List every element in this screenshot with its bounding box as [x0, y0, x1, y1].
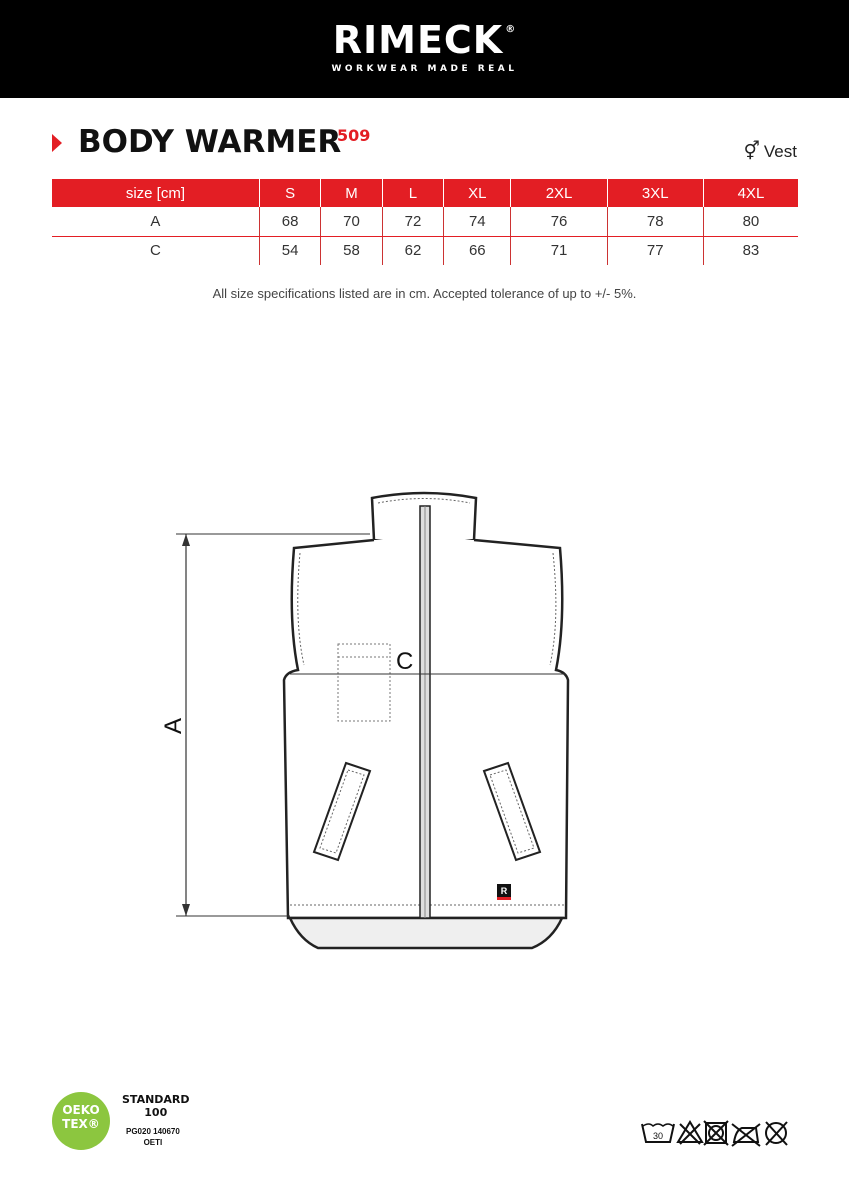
logo-patch-letter: R: [500, 886, 508, 896]
no-iron-icon: [732, 1124, 760, 1146]
oeko-certificate-code: PG020 140670 OETI: [126, 1127, 180, 1147]
no-dry-clean-icon: [766, 1122, 787, 1145]
table-cell: 66: [444, 236, 511, 265]
size-header-cell: M: [321, 179, 382, 207]
brand-logo: RIMECK ®: [332, 18, 517, 62]
table-cell: 70: [321, 207, 382, 236]
table-cell: 72: [382, 207, 443, 236]
table-cell: 83: [703, 236, 798, 265]
size-header-cell: 4XL: [703, 179, 798, 207]
table-cell: 62: [382, 236, 443, 265]
size-header-cell: 3XL: [607, 179, 703, 207]
brand-tagline: WORKWEAR MADE REAL: [331, 64, 518, 74]
table-cell: A: [52, 207, 259, 236]
product-type: ⚥ Vest: [743, 141, 797, 161]
no-bleach-icon: [678, 1122, 702, 1144]
no-tumble-dry-icon: [704, 1121, 728, 1145]
product-code: 509: [337, 126, 371, 145]
measure-c-label: C: [396, 648, 414, 675]
table-cell: 74: [444, 207, 511, 236]
unisex-icon: ⚥: [743, 141, 760, 161]
table-cell: 77: [607, 236, 703, 265]
care-symbols: [640, 1118, 800, 1150]
tolerance-note: All size specifications listed are in cm. Accepted tolerance of up to +/- 5%.: [212, 286, 637, 301]
vest-hem: [290, 918, 562, 948]
product-name: BODY WARMER: [78, 124, 342, 160]
table-cell: 76: [511, 207, 607, 236]
table-cell: 68: [259, 207, 320, 236]
size-header-cell: size [cm]: [52, 179, 259, 207]
table-cell: 54: [259, 236, 320, 265]
size-header-cell: XL: [444, 179, 511, 207]
size-header-cell: L: [382, 179, 443, 207]
oeko-tex-logo: OEKO TEX®: [52, 1092, 110, 1150]
table-cell: 80: [703, 207, 798, 236]
svg-text:30: 30: [652, 1131, 664, 1141]
table-cell: C: [150, 242, 161, 260]
measure-a-label: A: [160, 717, 187, 735]
table-cell: 58: [321, 236, 382, 265]
oeko-standard: STANDARD 100: [122, 1093, 190, 1119]
size-header-cell: S: [259, 179, 320, 207]
table-cell: 78: [607, 207, 703, 236]
table-cell: 71: [511, 236, 607, 265]
wash-30-icon: [642, 1124, 674, 1142]
size-header-cell: 2XL: [511, 179, 607, 207]
